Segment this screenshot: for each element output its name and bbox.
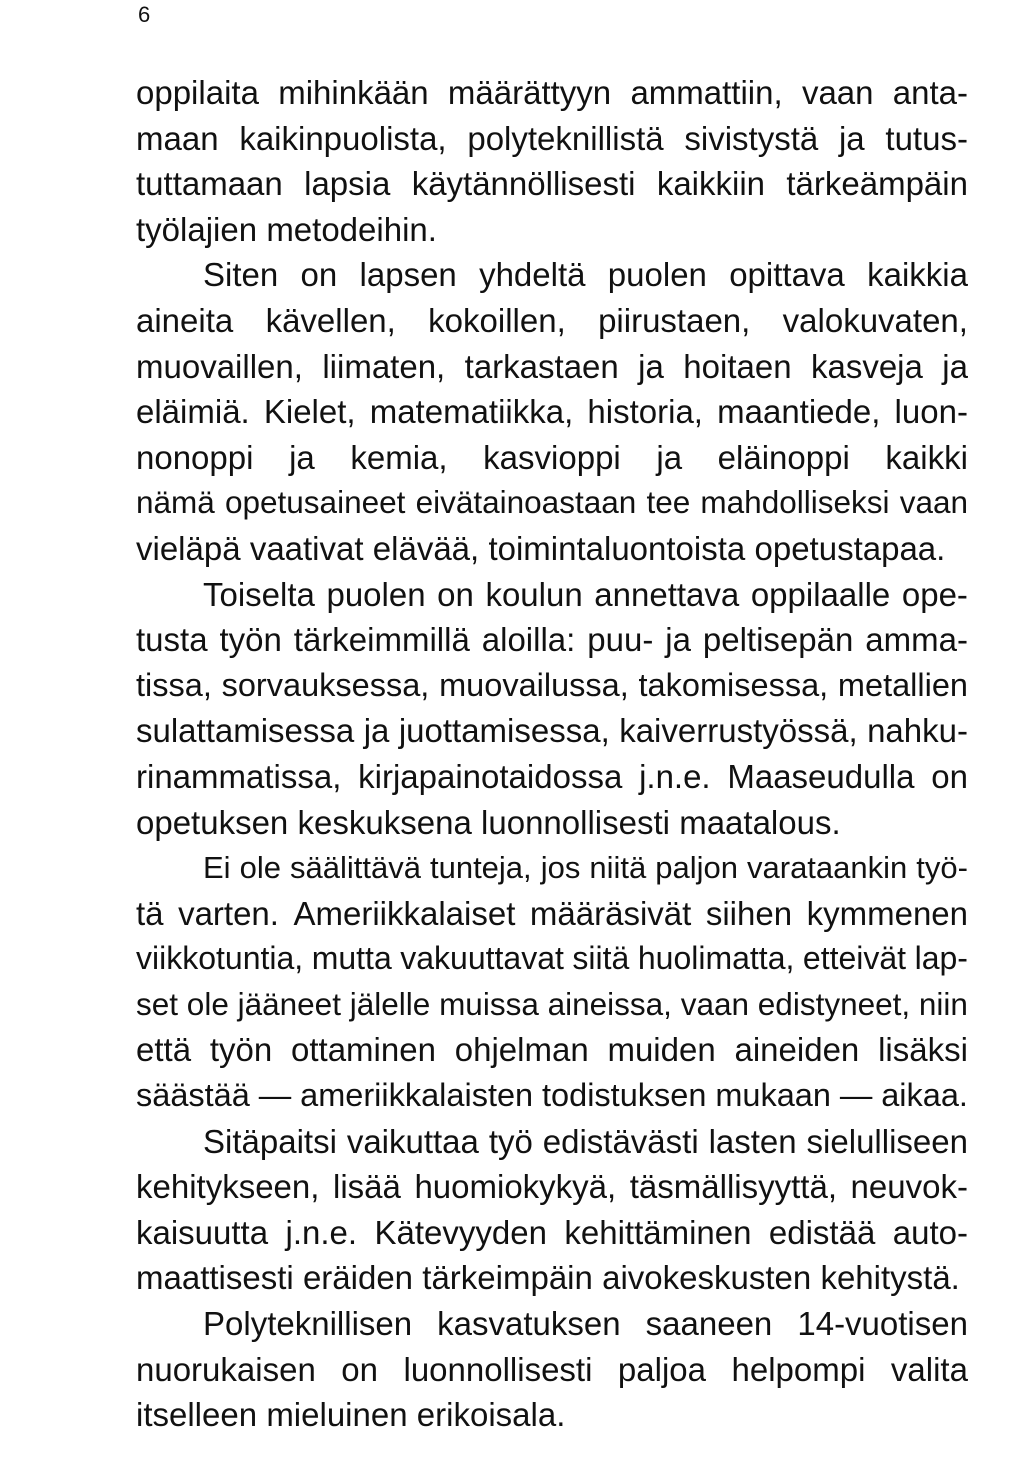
word: eläinoppi bbox=[717, 438, 850, 476]
word: tunteja, bbox=[429, 850, 532, 886]
text-line bbox=[136, 936, 968, 982]
word: valita bbox=[890, 1350, 968, 1388]
word: lasten bbox=[708, 1122, 797, 1160]
word: Kielet, bbox=[263, 393, 356, 431]
word: tee bbox=[646, 484, 691, 521]
word: tuttamaan bbox=[136, 165, 283, 203]
word: Ei bbox=[203, 850, 231, 886]
word: tusta bbox=[136, 621, 208, 659]
word: luon- bbox=[894, 393, 968, 431]
word: lap- bbox=[914, 940, 968, 977]
word: hoitaen bbox=[683, 347, 792, 385]
text-line bbox=[136, 1255, 968, 1301]
word: luonnollisesti bbox=[481, 803, 670, 841]
word: nuorukaisen bbox=[136, 1350, 316, 1388]
word: edistävästi bbox=[542, 1122, 699, 1160]
word: ohjelman bbox=[454, 1031, 589, 1069]
word: takomisessa, bbox=[638, 666, 829, 703]
word: ameriikkalaisten bbox=[300, 1077, 534, 1114]
word: kymmenen bbox=[806, 894, 968, 932]
word: kaikinpuolista, bbox=[239, 119, 447, 157]
word: lisää bbox=[333, 1168, 401, 1206]
word: vieläpä bbox=[136, 529, 241, 567]
word: puolen bbox=[326, 575, 426, 613]
word: mieluinen bbox=[266, 1396, 408, 1434]
word: erikoisala. bbox=[416, 1396, 566, 1434]
text-line bbox=[136, 1301, 968, 1347]
word: kaiverrustyössä, bbox=[619, 712, 858, 750]
word: jos bbox=[540, 850, 581, 886]
word: ope- bbox=[901, 575, 968, 613]
word: polyteknillistä bbox=[467, 119, 664, 157]
text-line bbox=[136, 1027, 968, 1073]
word: sorvauksessa, bbox=[221, 666, 430, 703]
word: siihen bbox=[705, 894, 793, 932]
word: kaikki bbox=[885, 438, 968, 476]
word: Siten bbox=[203, 256, 279, 294]
word: luonnollisesti bbox=[403, 1350, 593, 1388]
word: edistää bbox=[768, 1213, 876, 1251]
word: etteivät bbox=[802, 940, 907, 977]
word: ja bbox=[638, 347, 664, 385]
word: aineita bbox=[136, 301, 234, 339]
word: opetustapaa. bbox=[754, 529, 946, 567]
word: ja bbox=[289, 438, 315, 476]
word: anta- bbox=[892, 74, 968, 111]
word: kaikkiin bbox=[656, 165, 766, 203]
word: Maaseudulla bbox=[727, 757, 915, 795]
word: mahdolliseksi bbox=[700, 484, 890, 521]
word: vaativat bbox=[249, 529, 364, 567]
word: aikaa. bbox=[881, 1077, 968, 1114]
word: paljoa bbox=[617, 1350, 706, 1388]
word: varataankin bbox=[747, 850, 908, 886]
word: koulun bbox=[485, 575, 583, 613]
word: tärkeimpäin bbox=[422, 1259, 593, 1297]
word: Polyteknillisen bbox=[203, 1305, 413, 1343]
word: sielulliseen bbox=[806, 1122, 968, 1160]
text-line bbox=[136, 344, 968, 390]
text-line bbox=[136, 891, 968, 937]
word: oppilaita bbox=[136, 74, 259, 111]
word: rinammatissa, bbox=[136, 757, 342, 795]
word: aineissa, bbox=[547, 985, 672, 1022]
word: mutta bbox=[311, 940, 392, 977]
word: keskuksena bbox=[297, 803, 472, 841]
word: metallien bbox=[837, 666, 968, 703]
word: matematiikka, bbox=[369, 393, 574, 431]
word: muovailussa, bbox=[439, 666, 629, 703]
word: aloilla: bbox=[481, 621, 576, 659]
word: varten. bbox=[178, 894, 279, 932]
text-line bbox=[136, 480, 968, 526]
word: lapsen bbox=[359, 256, 457, 294]
word: ottaminen bbox=[291, 1031, 436, 1069]
text-line bbox=[136, 800, 968, 846]
word: nonoppi bbox=[136, 438, 254, 476]
word: kehitystä. bbox=[820, 1259, 960, 1297]
word: määrättyyn bbox=[447, 74, 612, 111]
word: on bbox=[931, 757, 968, 795]
word: niin bbox=[918, 985, 968, 1022]
word: todistuksen bbox=[542, 1077, 707, 1114]
word: määräsivät bbox=[529, 894, 692, 932]
word: huomiokykyä, bbox=[414, 1168, 617, 1206]
word: — bbox=[258, 1077, 292, 1114]
word: jääneet bbox=[237, 985, 341, 1022]
word: kaisuutta bbox=[136, 1213, 269, 1251]
word: ja bbox=[665, 621, 691, 659]
text-line bbox=[136, 845, 968, 891]
word: — bbox=[839, 1077, 873, 1114]
word: neuvok- bbox=[850, 1168, 968, 1206]
text-line bbox=[136, 1392, 968, 1438]
text-line bbox=[136, 435, 968, 481]
word: täsmällisyyttä, bbox=[629, 1168, 837, 1206]
word: kasvatuksen bbox=[437, 1305, 621, 1343]
word: viikkotuntia, bbox=[136, 940, 304, 977]
word: eivätainoastaan bbox=[415, 484, 637, 521]
text-line bbox=[136, 526, 968, 572]
word: ja bbox=[363, 712, 390, 750]
word: ole bbox=[186, 985, 229, 1022]
text-line bbox=[136, 754, 968, 800]
word: niitä bbox=[589, 850, 647, 886]
word: saaneen bbox=[645, 1305, 773, 1343]
word: eläimiä. bbox=[136, 393, 250, 431]
word: helpompi bbox=[731, 1350, 866, 1388]
word: piirustaen, bbox=[598, 301, 751, 339]
word: j.n.e. bbox=[285, 1213, 358, 1251]
text-line bbox=[136, 161, 968, 207]
word: kemia, bbox=[350, 438, 448, 476]
word: peltisepän bbox=[702, 621, 854, 659]
word: puu- bbox=[587, 621, 654, 659]
body-text bbox=[136, 70, 968, 1438]
word: paljon bbox=[655, 850, 738, 886]
word: opittava bbox=[729, 256, 845, 294]
word: maatalous. bbox=[679, 803, 841, 841]
word: yhdeltä bbox=[479, 256, 586, 294]
word: kehitykseen, bbox=[136, 1168, 320, 1206]
word: toimintaluontoista bbox=[488, 529, 746, 567]
word: tä bbox=[136, 894, 164, 932]
word: kokoillen, bbox=[428, 301, 566, 339]
word: elävää, bbox=[372, 529, 480, 567]
word: on bbox=[437, 575, 474, 613]
word: 14-vuotisen bbox=[797, 1305, 968, 1343]
text-line bbox=[136, 617, 968, 663]
word: amma- bbox=[865, 621, 968, 659]
word: maantiede, bbox=[717, 393, 881, 431]
word: vaikuttaa bbox=[346, 1122, 479, 1160]
word: liimaten, bbox=[322, 347, 446, 385]
word: auto- bbox=[892, 1213, 968, 1251]
word: aineiden bbox=[734, 1031, 860, 1069]
word: kasveja bbox=[810, 347, 923, 385]
text-line bbox=[136, 982, 968, 1028]
text-line bbox=[136, 298, 968, 344]
word: mihinkään bbox=[278, 74, 429, 111]
word: ja bbox=[656, 438, 683, 476]
word: kaikkia bbox=[867, 256, 968, 294]
text-line bbox=[136, 389, 968, 435]
word: juottamisessa, bbox=[398, 712, 610, 750]
word: tissa, bbox=[136, 666, 212, 703]
word: edistyneet, bbox=[757, 985, 911, 1022]
word: työn bbox=[219, 621, 282, 659]
word: muissa bbox=[439, 985, 539, 1022]
word: j.n.e. bbox=[639, 757, 711, 795]
word: Toiselta bbox=[203, 575, 315, 613]
word: ammattiin, bbox=[630, 74, 783, 111]
text-line bbox=[136, 1210, 968, 1256]
word: sivistystä bbox=[684, 119, 819, 157]
text-line bbox=[136, 70, 968, 116]
word: tutus- bbox=[885, 119, 968, 157]
word: jälelle bbox=[349, 985, 431, 1022]
word: siitä bbox=[572, 940, 630, 977]
word: työ bbox=[488, 1122, 533, 1160]
text-line bbox=[136, 1119, 968, 1165]
word: muovaillen, bbox=[136, 347, 303, 385]
word: kävellen, bbox=[265, 301, 396, 339]
word: ja bbox=[838, 119, 865, 157]
word: että bbox=[136, 1031, 192, 1069]
word: Sitäpaitsi bbox=[203, 1122, 337, 1160]
word: nämä bbox=[136, 484, 215, 521]
word: huolimatta, bbox=[637, 940, 795, 977]
word: puolen bbox=[607, 256, 707, 294]
word: Ameriikkalaiset bbox=[293, 894, 516, 932]
word: tarkastaen bbox=[464, 347, 619, 385]
word: itselleen bbox=[136, 1396, 258, 1434]
word: työ- bbox=[916, 850, 968, 886]
word: set bbox=[136, 985, 179, 1022]
word: vaan bbox=[899, 484, 968, 521]
text-line bbox=[136, 116, 968, 162]
word: työn bbox=[209, 1031, 273, 1069]
word: sulattamisessa bbox=[136, 712, 355, 750]
page-number: 6 bbox=[138, 2, 151, 27]
word: on bbox=[341, 1350, 378, 1388]
word: maattisesti bbox=[136, 1259, 294, 1297]
word: historia, bbox=[587, 393, 703, 431]
word: opetusaineet bbox=[224, 484, 406, 521]
word: eräiden bbox=[302, 1259, 414, 1297]
word: mukaan bbox=[715, 1077, 831, 1114]
word: ja bbox=[942, 347, 968, 385]
word: tärkeämpäin bbox=[786, 165, 968, 203]
word: Kätevyyden bbox=[374, 1213, 547, 1251]
word: lisäksi bbox=[878, 1031, 968, 1069]
word: aivokeskusten bbox=[602, 1259, 812, 1297]
text-line bbox=[136, 708, 968, 754]
text-line bbox=[136, 572, 968, 618]
word: kirjapainotaidossa bbox=[358, 757, 623, 795]
word: valokuvaten, bbox=[782, 301, 968, 339]
text-line bbox=[136, 1164, 968, 1210]
word: tärkeimmillä bbox=[293, 621, 470, 659]
text-line bbox=[136, 663, 968, 709]
word: maan bbox=[136, 119, 219, 157]
word: oppilaalle bbox=[750, 575, 891, 613]
text-line bbox=[136, 1073, 968, 1119]
word: käytännöllisesti bbox=[411, 165, 636, 203]
word: työlajien bbox=[136, 210, 258, 248]
word: metodeihin. bbox=[266, 210, 437, 248]
word: kasvioppi bbox=[483, 438, 621, 476]
word: ole bbox=[239, 850, 281, 886]
word: vaan bbox=[680, 985, 750, 1022]
word: säästää bbox=[136, 1077, 250, 1114]
word: säälittävä bbox=[289, 850, 421, 886]
word: on bbox=[300, 256, 338, 294]
word: kehittäminen bbox=[564, 1213, 752, 1251]
word: annettava bbox=[594, 575, 740, 613]
text-line bbox=[136, 1347, 968, 1393]
word: lapsia bbox=[304, 165, 391, 203]
word: nahku- bbox=[867, 712, 968, 750]
word: vakuuttavat bbox=[400, 940, 564, 977]
word: opetuksen bbox=[136, 803, 289, 841]
text-line bbox=[136, 207, 968, 253]
text-line bbox=[136, 252, 968, 298]
word: vaan bbox=[801, 74, 874, 111]
word: muiden bbox=[607, 1031, 716, 1069]
